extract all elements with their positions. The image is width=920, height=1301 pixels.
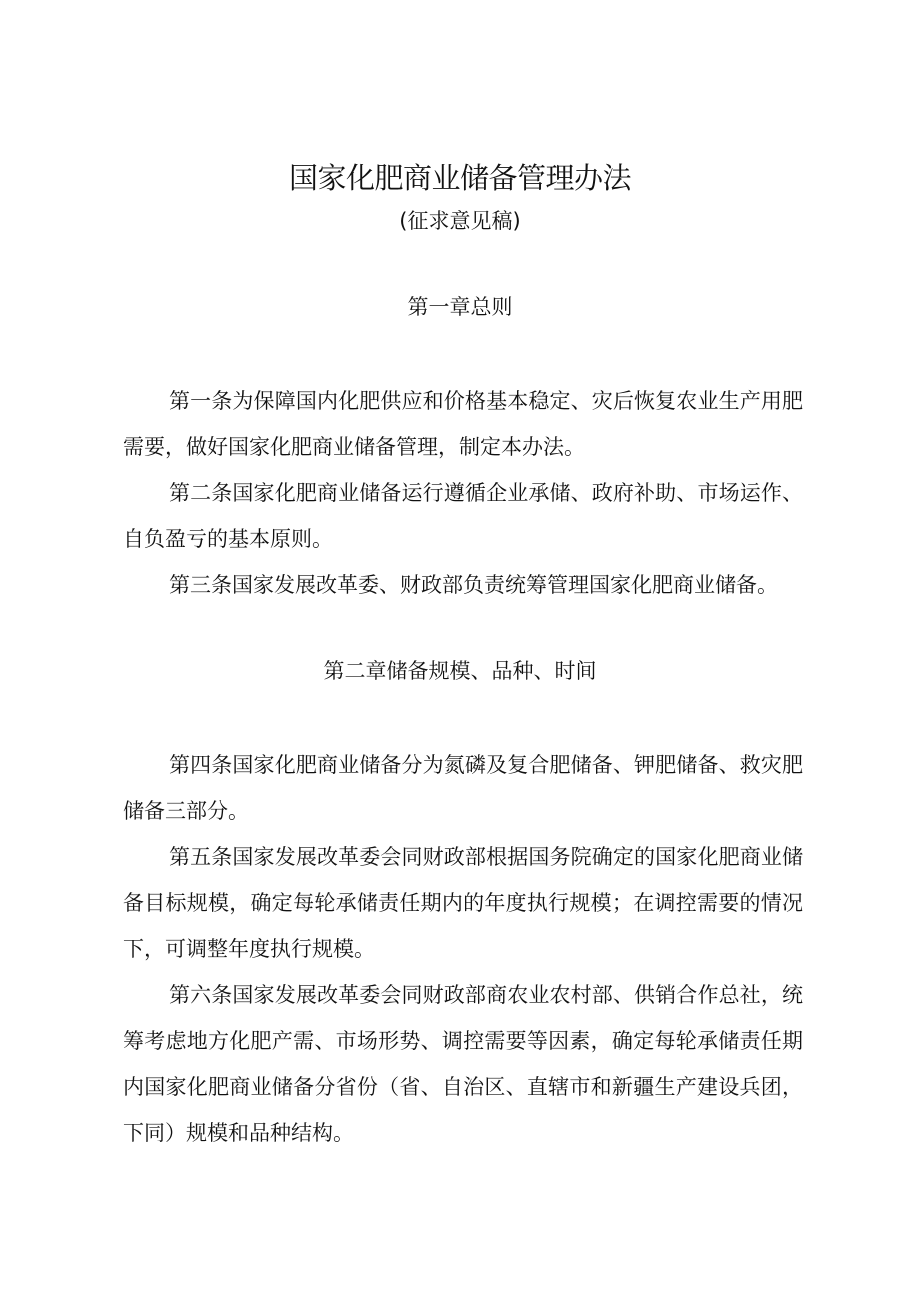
article-3: 第三条国家发展改革委、财政部负责统筹管理国家化肥商业储备。 bbox=[169, 573, 778, 597]
article-4: 第四条国家化肥商业储备分为氮磷及复合肥储备、钾肥储备、救灾肥储备三部分。 bbox=[123, 753, 803, 823]
chapter-heading-2: 第二章储备规模、品种、时间 bbox=[323, 659, 597, 683]
article-1: 第一条为保障国内化肥供应和价格基本稳定、灾后恢复农业生产用肥需要，做好国家化肥商业储备管理，制定本办法。 bbox=[123, 389, 803, 459]
article-2: 第二条国家化肥商业储备运行遵循企业承储、政府补助、市场运作、自负盈亏的基本原则。 bbox=[123, 481, 803, 551]
document-subtitle: (征求意见稿) bbox=[399, 209, 521, 233]
article-5: 第五条国家发展改革委会同财政部根据国务院确定的国家化肥商业储备目标规模，确定每轮承储责任期内的年度执行规模；在调控需要的情况下，可调整年度执行规模。 bbox=[123, 845, 803, 961]
chapter-heading-1: 第一章总则 bbox=[407, 295, 513, 319]
article-6: 第六条国家发展改革委会同财政部商农业农村部、供销合作总社，统筹考虑地方化肥产需、市场形势、调控需要等因素，确定每轮承储责任期内国家化肥商业储备分省份（省、自治区、直辖市和新疆生产建设兵团，下同）规模和品种结构。 bbox=[123, 983, 803, 1145]
document-title: 国家化肥商业储备管理办法 bbox=[288, 161, 631, 195]
